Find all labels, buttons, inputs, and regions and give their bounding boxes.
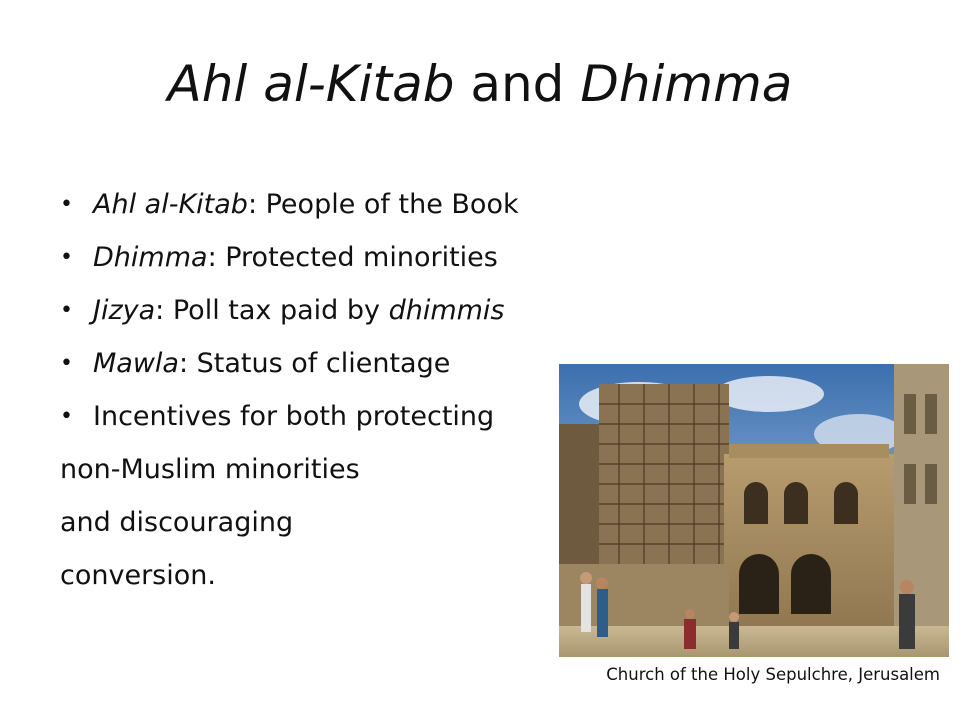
church-photo-illustration — [559, 364, 949, 657]
bullet-term: Mawla — [93, 348, 179, 379]
bullet-term: Ahl al-Kitab — [93, 189, 248, 220]
bullet-dot-icon: • — [60, 404, 73, 429]
bullet-term-dhimmis: dhimmis — [388, 295, 505, 326]
bullet-dot-icon: • — [60, 245, 73, 270]
bullet-ahl-al-kitab — [60, 178, 519, 231]
bullet-dot-icon: • — [60, 298, 73, 323]
bullet-text: : Status of clientage — [178, 348, 451, 379]
bullet-dot-icon: • — [60, 192, 73, 217]
title-term-ahl-al-kitab: Ahl al-Kitab — [167, 55, 455, 113]
bullet-incentives — [60, 390, 519, 443]
continuation-line-2: and discouraging — [60, 507, 294, 538]
continuation-line-3: conversion. — [60, 560, 216, 591]
church-photo — [559, 364, 949, 657]
bullet-jizya — [60, 284, 519, 337]
bullet-text: : People of the Book — [247, 189, 519, 220]
bullet-dhimma — [60, 231, 519, 284]
slide-title — [0, 54, 960, 114]
title-term-dhimma: Dhimma — [580, 55, 793, 113]
bullet-mawla — [60, 337, 519, 390]
bullet-text: Incentives for both protecting — [93, 401, 495, 432]
bullet-text: : Poll tax paid by — [155, 295, 389, 326]
bullet-term: Jizya — [93, 295, 156, 326]
bullet-dot-icon: • — [60, 351, 73, 376]
image-caption: Church of the Holy Sepulchre, Jerusalem — [606, 665, 940, 684]
bullet-list — [60, 178, 519, 602]
bullet-text: : Protected minorities — [207, 242, 498, 273]
bullet-term: Dhimma — [93, 242, 208, 273]
title-conjunction: and — [454, 55, 581, 113]
continuation-line-1: non-Muslim minorities — [60, 454, 360, 485]
